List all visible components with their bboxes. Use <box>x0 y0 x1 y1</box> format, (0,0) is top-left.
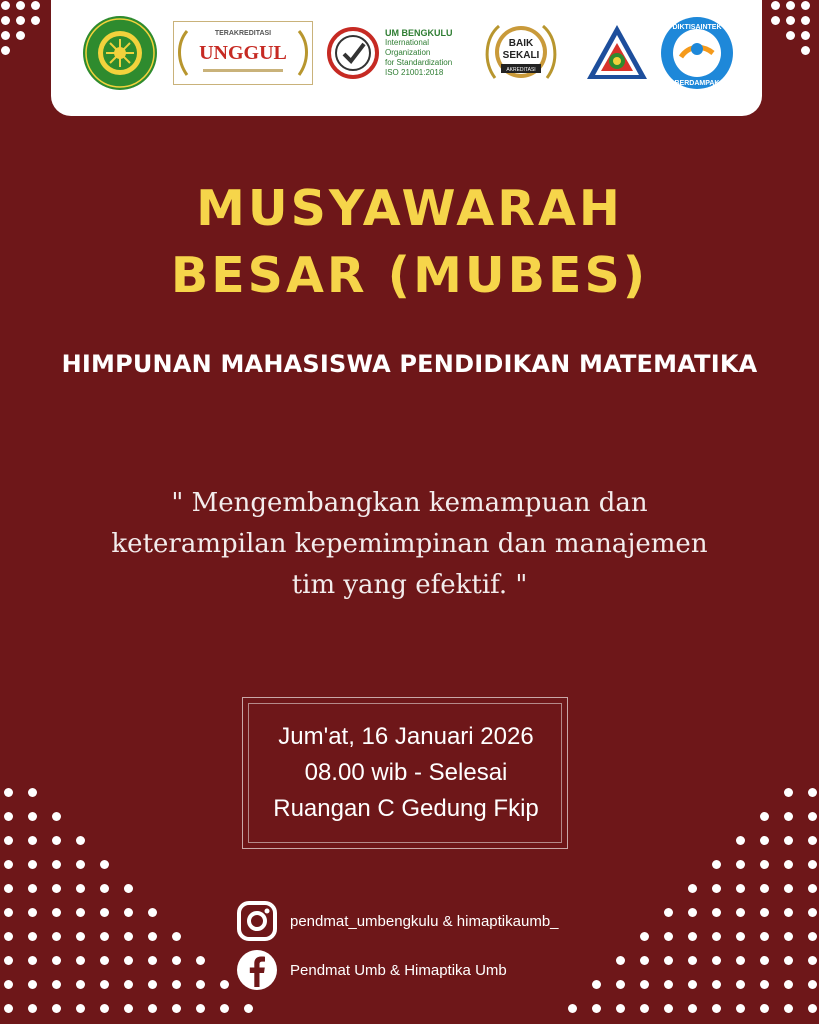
decorative-dot <box>172 932 181 941</box>
decorative-dot <box>52 836 61 845</box>
decorative-dot <box>76 1004 85 1013</box>
subtitle: HIMPUNAN MAHASISWA PENDIDIKAN MATEMATIKA <box>61 350 758 378</box>
iso-line-2: Organization <box>385 48 431 57</box>
decorative-dot <box>760 980 769 989</box>
quote-line-1: " Mengembangkan kemampuan dan <box>171 488 648 518</box>
logo-bar <box>51 0 762 116</box>
decorative-dot <box>100 884 109 893</box>
decorative-dot <box>808 980 817 989</box>
unggul-accreditation-logo <box>173 14 313 92</box>
umb-seal-logo <box>81 14 159 92</box>
decorative-dot <box>640 1004 649 1013</box>
decorative-dot <box>784 980 793 989</box>
decorative-dot <box>784 860 793 869</box>
decorative-dot <box>76 836 85 845</box>
decorative-dot <box>1 46 10 55</box>
decorative-dot <box>616 956 625 965</box>
iso-line-4: ISO 21001:2018 <box>385 68 444 77</box>
decorative-dot <box>196 1004 205 1013</box>
decorative-dot <box>808 956 817 965</box>
decorative-dot <box>616 980 625 989</box>
facebook-icon <box>236 949 278 991</box>
decorative-dot <box>786 1 795 10</box>
decorative-dot <box>4 836 13 845</box>
quote <box>60 483 759 606</box>
decorative-dot <box>736 836 745 845</box>
decorative-dot <box>640 956 649 965</box>
decorative-dot <box>28 956 37 965</box>
decorative-dot <box>808 860 817 869</box>
decorative-dot <box>760 1004 769 1013</box>
akreditasi-small-text: TERAKREDITASI <box>214 30 272 37</box>
decorative-dot <box>736 860 745 869</box>
decorative-dot <box>786 16 795 25</box>
decorative-dot <box>220 1004 229 1013</box>
decorative-dot <box>76 884 85 893</box>
decorative-dot <box>712 932 721 941</box>
decorative-dot <box>712 1004 721 1013</box>
decorative-dot <box>52 980 61 989</box>
decorative-dot <box>640 980 649 989</box>
decorative-dot <box>4 860 13 869</box>
decorative-dot <box>124 956 133 965</box>
decorative-dot <box>808 836 817 845</box>
iso-logo <box>327 14 463 92</box>
decorative-dot <box>1 31 10 40</box>
decorative-dot <box>4 884 13 893</box>
decorative-dot <box>786 31 795 40</box>
decorative-dot <box>52 932 61 941</box>
decorative-dot <box>616 1004 625 1013</box>
decorative-dot <box>760 860 769 869</box>
decorative-dot <box>28 980 37 989</box>
decorative-dot <box>31 1 40 10</box>
decorative-dot <box>760 932 769 941</box>
decorative-dot <box>801 1 810 10</box>
decorative-dot <box>736 908 745 917</box>
decorative-dot <box>771 1 780 10</box>
decorative-dot <box>148 1004 157 1013</box>
decorative-dot <box>172 980 181 989</box>
iso-line-3: for Standardization <box>385 58 453 67</box>
decorative-dot <box>801 31 810 40</box>
decorative-dot <box>52 956 61 965</box>
decorative-dot <box>784 932 793 941</box>
decorative-dot <box>100 860 109 869</box>
decorative-dot <box>148 932 157 941</box>
decorative-dot <box>52 812 61 821</box>
decorative-dot <box>4 1004 13 1013</box>
decorative-dot <box>808 1004 817 1013</box>
decorative-dot <box>76 908 85 917</box>
decorative-dot <box>28 932 37 941</box>
facebook-handle: Pendmat Umb & Himaptika Umb <box>290 961 507 979</box>
decorative-dot <box>784 1004 793 1013</box>
decorative-dot <box>568 1004 577 1013</box>
decorative-dot <box>712 884 721 893</box>
decorative-dot <box>688 932 697 941</box>
decorative-dot <box>784 956 793 965</box>
decorative-dot <box>784 812 793 821</box>
decorative-dot <box>172 956 181 965</box>
decorative-dot <box>801 16 810 25</box>
decorative-dot <box>52 1004 61 1013</box>
decorative-dot <box>148 956 157 965</box>
decorative-dot <box>784 836 793 845</box>
decorative-dot <box>31 16 40 25</box>
decorative-dot <box>771 16 780 25</box>
decorative-dot <box>148 980 157 989</box>
decorative-dot <box>760 908 769 917</box>
decorative-dot <box>664 908 673 917</box>
decorative-dot <box>592 980 601 989</box>
decorative-dot <box>52 884 61 893</box>
decorative-dot <box>124 1004 133 1013</box>
decorative-dot <box>100 908 109 917</box>
iso-name: UM BENGKULU <box>385 28 453 38</box>
decorative-dot <box>808 908 817 917</box>
quote-line-2: keterampilan kepemimpinan dan manajemen <box>111 529 708 559</box>
decorative-dot <box>4 908 13 917</box>
decorative-dot <box>760 836 769 845</box>
decorative-dot <box>592 1004 601 1013</box>
decorative-dot <box>28 1004 37 1013</box>
decorative-dot <box>688 956 697 965</box>
decorative-dot <box>4 812 13 821</box>
decorative-dot <box>4 980 13 989</box>
event-info-box <box>242 697 568 849</box>
decorative-dot <box>688 980 697 989</box>
baik-sekali-badge <box>481 14 561 92</box>
decorative-dot <box>52 860 61 869</box>
decorative-dot <box>801 46 810 55</box>
decorative-dot <box>4 932 13 941</box>
decorative-dot <box>712 860 721 869</box>
decorative-dot <box>640 932 649 941</box>
decorative-dot <box>688 908 697 917</box>
title-line-1: MUSYAWARAH <box>196 180 623 237</box>
decorative-dot <box>784 884 793 893</box>
decorative-dot <box>736 1004 745 1013</box>
decorative-dot <box>760 956 769 965</box>
decorative-dot <box>28 860 37 869</box>
decorative-dot <box>52 908 61 917</box>
decorative-dot <box>736 956 745 965</box>
decorative-dot <box>124 908 133 917</box>
event-place: Ruangan C Gedung Fkip <box>273 795 539 822</box>
decorative-dot <box>664 956 673 965</box>
decorative-dot <box>688 1004 697 1013</box>
decorative-dot <box>760 884 769 893</box>
title-line-2: BESAR (MUBES) <box>170 247 649 304</box>
instagram-icon <box>236 900 278 942</box>
decorative-dot <box>760 812 769 821</box>
decorative-dot <box>16 16 25 25</box>
decorative-dot <box>808 884 817 893</box>
decorative-dot <box>124 932 133 941</box>
dikti-bottom-text: BERDAMPAK <box>674 80 720 87</box>
decorative-dot <box>28 812 37 821</box>
diktisaintek-logo <box>657 14 737 92</box>
decorative-dot <box>1 16 10 25</box>
decorative-dot <box>808 812 817 821</box>
decorative-dot <box>244 1004 253 1013</box>
decorative-dot <box>76 980 85 989</box>
decorative-dot <box>16 1 25 10</box>
decorative-dot <box>736 932 745 941</box>
baik-line-2: SEKALI <box>502 50 540 61</box>
facebook-row <box>236 949 507 991</box>
decorative-dot <box>28 884 37 893</box>
decorative-dot <box>196 980 205 989</box>
decorative-dot <box>736 980 745 989</box>
decorative-dot <box>124 980 133 989</box>
akreditasi-big-text: UNGGUL <box>199 42 287 64</box>
event-time: 08.00 wib - Selesai <box>304 759 508 786</box>
decorative-dot <box>664 932 673 941</box>
event-date: Jum'at, 16 Januari 2026 <box>278 723 534 750</box>
baik-line-1: BAIK <box>508 38 534 49</box>
quote-line-3: tim yang efektif. " <box>291 570 528 600</box>
instagram-handle: pendmat_umbengkulu & himaptikaumb_ <box>290 912 559 930</box>
decorative-dot <box>28 908 37 917</box>
decorative-dot <box>784 908 793 917</box>
decorative-dot <box>712 956 721 965</box>
decorative-dot <box>736 884 745 893</box>
decorative-dot <box>808 788 817 797</box>
decorative-dot <box>808 932 817 941</box>
decorative-dot <box>4 788 13 797</box>
decorative-dot <box>712 908 721 917</box>
decorative-dot <box>664 980 673 989</box>
baik-line-3: AKREDITASI <box>506 67 536 73</box>
decorative-dot <box>148 908 157 917</box>
decorative-dot <box>784 788 793 797</box>
decorative-dot <box>100 980 109 989</box>
decorative-dot <box>4 956 13 965</box>
decorative-dot <box>196 956 205 965</box>
instagram-row <box>236 900 559 942</box>
decorative-dot <box>100 1004 109 1013</box>
decorative-dot <box>76 932 85 941</box>
decorative-dot <box>76 956 85 965</box>
decorative-dot <box>688 884 697 893</box>
decorative-dot <box>100 932 109 941</box>
decorative-dot <box>76 860 85 869</box>
decorative-dot <box>664 1004 673 1013</box>
decorative-dot <box>16 31 25 40</box>
decorative-dot <box>1 1 10 10</box>
decorative-dot <box>712 980 721 989</box>
decorative-dot <box>220 980 229 989</box>
decorative-dot <box>28 788 37 797</box>
dikti-top-text: DIKTISAINTEK <box>672 24 722 31</box>
triangle-logo <box>581 14 653 92</box>
decorative-dot <box>28 836 37 845</box>
iso-line-1: International <box>385 38 430 47</box>
decorative-dot <box>124 884 133 893</box>
decorative-dot <box>100 956 109 965</box>
decorative-dot <box>172 1004 181 1013</box>
